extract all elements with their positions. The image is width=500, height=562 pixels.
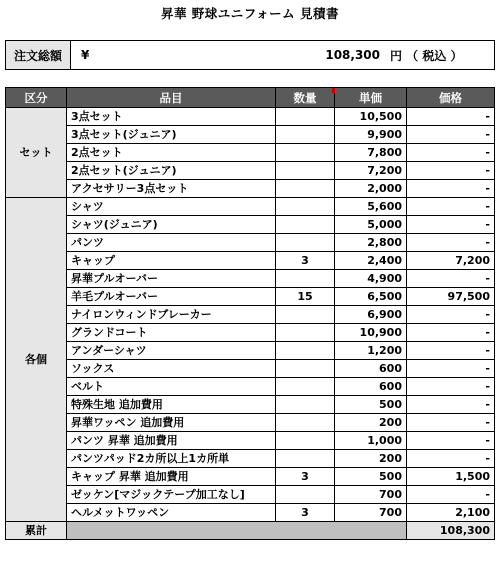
table-row	[6, 180, 495, 198]
price-cell: 97,500	[407, 288, 495, 306]
price-cell: -	[407, 180, 495, 198]
comment-marker-icon	[332, 88, 335, 93]
table-row	[6, 324, 495, 342]
qty-cell	[276, 180, 335, 198]
unit-price-cell: 2,400	[335, 252, 407, 270]
qty-cell	[276, 234, 335, 252]
header-price: 価格	[407, 88, 495, 108]
table-row	[6, 414, 495, 432]
item-cell: ヘルメットワッペン	[67, 504, 276, 522]
price-cell: -	[407, 126, 495, 144]
price-cell: 7,200	[407, 252, 495, 270]
price-cell: -	[407, 414, 495, 432]
unit-price-cell: 6,500	[335, 288, 407, 306]
sum-blank	[67, 522, 407, 540]
unit-price-cell: 500	[335, 396, 407, 414]
order-total-label: 注文総額	[6, 41, 71, 69]
unit-price-cell: 2,800	[335, 234, 407, 252]
item-cell: アンダーシャツ	[67, 342, 276, 360]
unit-price-cell: 4,900	[335, 270, 407, 288]
table-row	[6, 234, 495, 252]
qty-cell	[276, 216, 335, 234]
unit-price-cell: 10,500	[335, 108, 407, 126]
item-cell: 昇華プルオーバー	[67, 270, 276, 288]
item-cell: ナイロンウィンドブレーカー	[67, 306, 276, 324]
price-cell: -	[407, 360, 495, 378]
table-header-row	[6, 88, 495, 108]
qty-cell	[276, 486, 335, 504]
unit-price-cell: 2,000	[335, 180, 407, 198]
item-cell: キャップ	[67, 252, 276, 270]
table-row	[6, 144, 495, 162]
table-row	[6, 162, 495, 180]
unit-price-cell: 500	[335, 468, 407, 486]
price-cell: -	[407, 396, 495, 414]
item-cell: シャツ(ジュニア)	[67, 216, 276, 234]
qty-cell: 3	[276, 252, 335, 270]
sum-row	[6, 522, 495, 540]
unit-price-cell: 5,600	[335, 198, 407, 216]
unit-price-cell: 10,900	[335, 324, 407, 342]
unit-price-cell: 600	[335, 360, 407, 378]
table-row	[6, 288, 495, 306]
unit-price-cell: 200	[335, 414, 407, 432]
item-cell: グランドコート	[67, 324, 276, 342]
table-row	[6, 396, 495, 414]
price-cell: -	[407, 450, 495, 468]
qty-cell	[276, 342, 335, 360]
item-cell: 2点セット(ジュニア)	[67, 162, 276, 180]
price-cell: -	[407, 378, 495, 396]
table-row	[6, 468, 495, 486]
price-cell: -	[407, 108, 495, 126]
qty-cell: 15	[276, 288, 335, 306]
category-cell: 各個	[6, 198, 67, 522]
header-qty	[276, 88, 335, 108]
table-row	[6, 504, 495, 522]
price-cell: -	[407, 198, 495, 216]
price-cell: -	[407, 324, 495, 342]
header-category: 区分	[6, 88, 67, 108]
qty-cell	[276, 162, 335, 180]
table-row	[6, 126, 495, 144]
table-row	[6, 198, 495, 216]
qty-cell	[276, 198, 335, 216]
unit-price-cell: 5,000	[335, 216, 407, 234]
item-cell: 昇華ワッペン 追加費用	[67, 414, 276, 432]
price-cell: -	[407, 216, 495, 234]
price-cell: -	[407, 270, 495, 288]
item-cell: パンツ 昇華 追加費用	[67, 432, 276, 450]
table-row	[6, 450, 495, 468]
item-cell: アクセサリー3点セット	[67, 180, 276, 198]
item-cell: 3点セット	[67, 108, 276, 126]
table-row	[6, 342, 495, 360]
price-cell: -	[407, 234, 495, 252]
unit-price-cell: 700	[335, 486, 407, 504]
order-total-unit: 円 （ 税込 ）	[390, 48, 463, 63]
qty-cell	[276, 270, 335, 288]
item-cell: パンツパッド2カ所以上1カ所単	[67, 450, 276, 468]
table-row	[6, 216, 495, 234]
sum-total: 108,300	[407, 522, 495, 540]
unit-price-cell: 6,900	[335, 306, 407, 324]
table-row	[6, 252, 495, 270]
estimate-table	[5, 87, 495, 540]
item-cell: ベルト	[67, 378, 276, 396]
qty-cell	[276, 450, 335, 468]
unit-price-cell: 7,800	[335, 144, 407, 162]
item-cell: キャップ 昇華 追加費用	[67, 468, 276, 486]
qty-cell	[276, 378, 335, 396]
price-cell: -	[407, 342, 495, 360]
item-cell: パンツ	[67, 234, 276, 252]
table-row	[6, 432, 495, 450]
category-cell: セット	[6, 108, 67, 198]
item-cell: 3点セット(ジュニア)	[67, 126, 276, 144]
qty-cell	[276, 306, 335, 324]
table-row	[6, 360, 495, 378]
qty-cell: 3	[276, 468, 335, 486]
item-cell: ソックス	[67, 360, 276, 378]
price-cell: -	[407, 144, 495, 162]
price-cell: -	[407, 306, 495, 324]
qty-cell	[276, 396, 335, 414]
qty-cell	[276, 324, 335, 342]
price-cell: -	[407, 162, 495, 180]
table-row	[6, 108, 495, 126]
qty-cell	[276, 432, 335, 450]
qty-cell	[276, 144, 335, 162]
qty-cell	[276, 414, 335, 432]
page-title: 昇華 野球ユニフォーム 見積書	[160, 6, 340, 21]
unit-price-cell: 700	[335, 504, 407, 522]
item-cell: 羊毛プルオーバー	[67, 288, 276, 306]
unit-price-cell: 9,900	[335, 126, 407, 144]
header-qty-label: 数量	[293, 90, 317, 105]
unit-price-cell: 7,200	[335, 162, 407, 180]
qty-cell	[276, 126, 335, 144]
order-total-amount: 108,300	[325, 48, 380, 62]
table-row	[6, 486, 495, 504]
unit-price-cell: 1,000	[335, 432, 407, 450]
item-cell: ゼッケン[マジックテープ加工なし]	[67, 486, 276, 504]
price-cell: -	[407, 432, 495, 450]
order-total-box	[5, 40, 495, 70]
table-row	[6, 270, 495, 288]
unit-price-cell: 200	[335, 450, 407, 468]
item-cell: 特殊生地 追加費用	[67, 396, 276, 414]
price-cell: 1,500	[407, 468, 495, 486]
price-cell: 2,100	[407, 504, 495, 522]
item-cell: 2点セット	[67, 144, 276, 162]
sum-label: 累計	[6, 522, 67, 540]
unit-price-cell: 600	[335, 378, 407, 396]
unit-price-cell: 1,200	[335, 342, 407, 360]
price-cell: -	[407, 486, 495, 504]
qty-cell	[276, 108, 335, 126]
header-unit-price: 単価	[335, 88, 407, 108]
item-cell: シャツ	[67, 198, 276, 216]
table-row	[6, 378, 495, 396]
qty-cell: 3	[276, 504, 335, 522]
header-item: 品目	[67, 88, 276, 108]
table-row	[6, 306, 495, 324]
qty-cell	[276, 360, 335, 378]
yen-symbol: ¥	[81, 48, 90, 62]
